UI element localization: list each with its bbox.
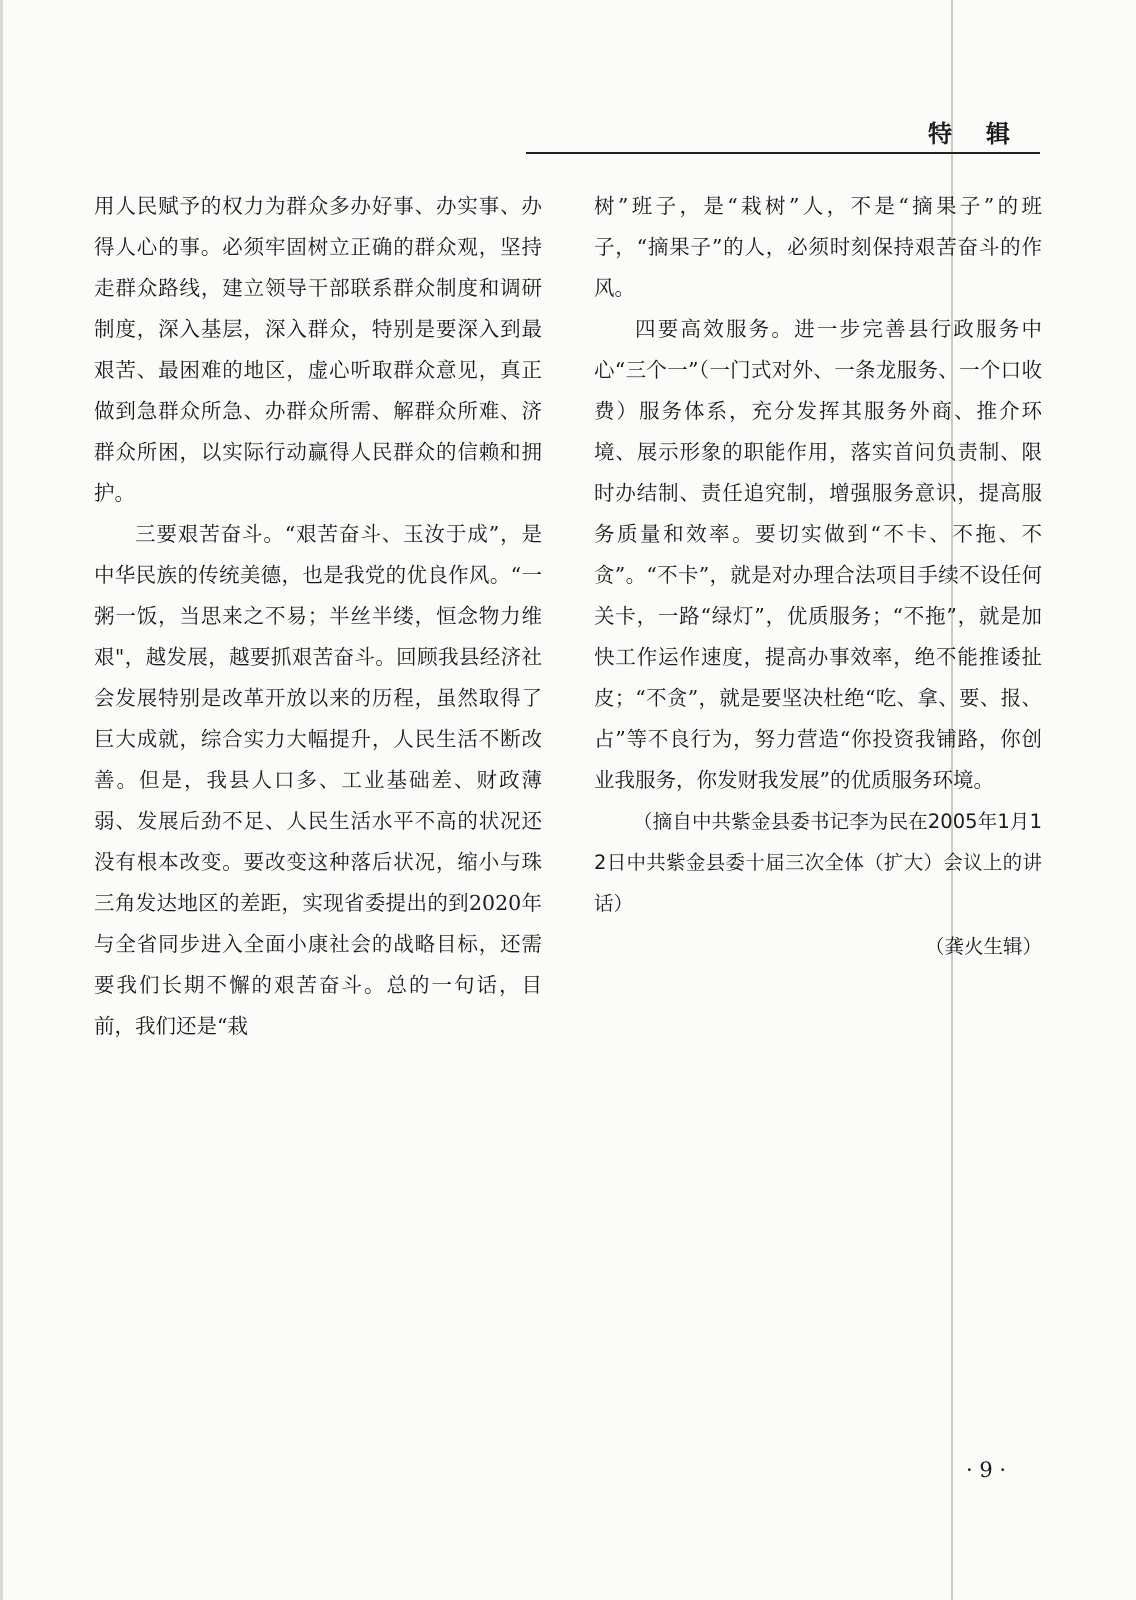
left-paragraph-2-heading: 三要艰苦奋斗。 xyxy=(135,522,285,546)
left-paragraph-1: 用人民赋予的权力为群众多办好事、办实事、办得人心的事。必须牢固树立正确的群众观，坚持走群众路线，建立领导干部联系群众制度和调研制度，深入基层，深入群众，特别是要深入到最艰苦、最困难的地区，虚心听取群众意见，真正做到急群众所急、办群众所需、解群众所难、济群众所困，以实际行动赢得人民群众的信赖和拥护。 xyxy=(94,194,542,505)
right-column xyxy=(594,186,1042,967)
right-paragraph-1: 树”班子，是“栽树”人，不是“摘果子”的班子，“摘果子”的人，必须时刻保持艰苦奋斗的作风。 xyxy=(594,194,1042,300)
left-paragraph-2 xyxy=(94,514,542,1047)
right-paragraph-2-heading: 四要高效服务。 xyxy=(635,317,795,341)
right-paragraph-2-body: 进一步完善县行政服务中心“三个一”（一门式对外、一条龙服务、一个口收费）服务体系，充分发挥其服务外商、推介环境、展示形象的职能作用，落实首问负责制、限时办结制、责任追究制，增强服务意识，提高服务质量和效率。要切实做到“不卡、不拖、不贪”。“不卡”，就是对办理合法项目手续不设任何关卡，一路“绿灯”，优质服务；“不拖”，就是加快工作运作速度，提高办事效率，绝不能推诿扯皮；“不贪”，就是要坚决杜绝“吃、拿、要、报、占”等不良行为，努力营造“你投资我铺路，你创业我服务，你发财我发展”的优质服务环境。 xyxy=(594,317,1043,792)
right-paragraph-2 xyxy=(594,309,1042,801)
header-rule xyxy=(526,152,1040,154)
editor-credit: （龚火生辑） xyxy=(924,935,1042,958)
source-note: （摘自中共紫金县委书记李为民在2005年1月12日中共紫金县委十届三次全体（扩大）会议上的讲话） xyxy=(594,810,1042,915)
page-edge-shadow xyxy=(0,0,3,1600)
left-column xyxy=(94,186,542,1047)
left-paragraph-2-body: “艰苦奋斗、玉汝于成”，是中华民族的传统美德，也是我党的优良作风。“一粥一饭，当思来之不易；半丝半缕，恒念物力维艰"，越发展，越要抓艰苦奋斗。回顾我县经济社会发展特别是改革开放以来的历程，虽然取得了巨大成就，综合实力大幅提升，人民生活不断改善。但是，我县人口多、工业基础差、财政薄弱、发展后劲不足、人民生活水平不高的状况还没有根本改变。要改变这种落后状况，缩小与珠三角发达地区的差距，实现省委提出的到2020年与全省同步进入全面小康社会的战略目标，还需要我们长期不懈的艰苦奋斗。总的一句话，目前，我们还是“栽 xyxy=(94,522,542,1038)
page-number: · 9 · xyxy=(966,1458,1007,1482)
section-header-title: 特辑 xyxy=(928,119,1044,148)
